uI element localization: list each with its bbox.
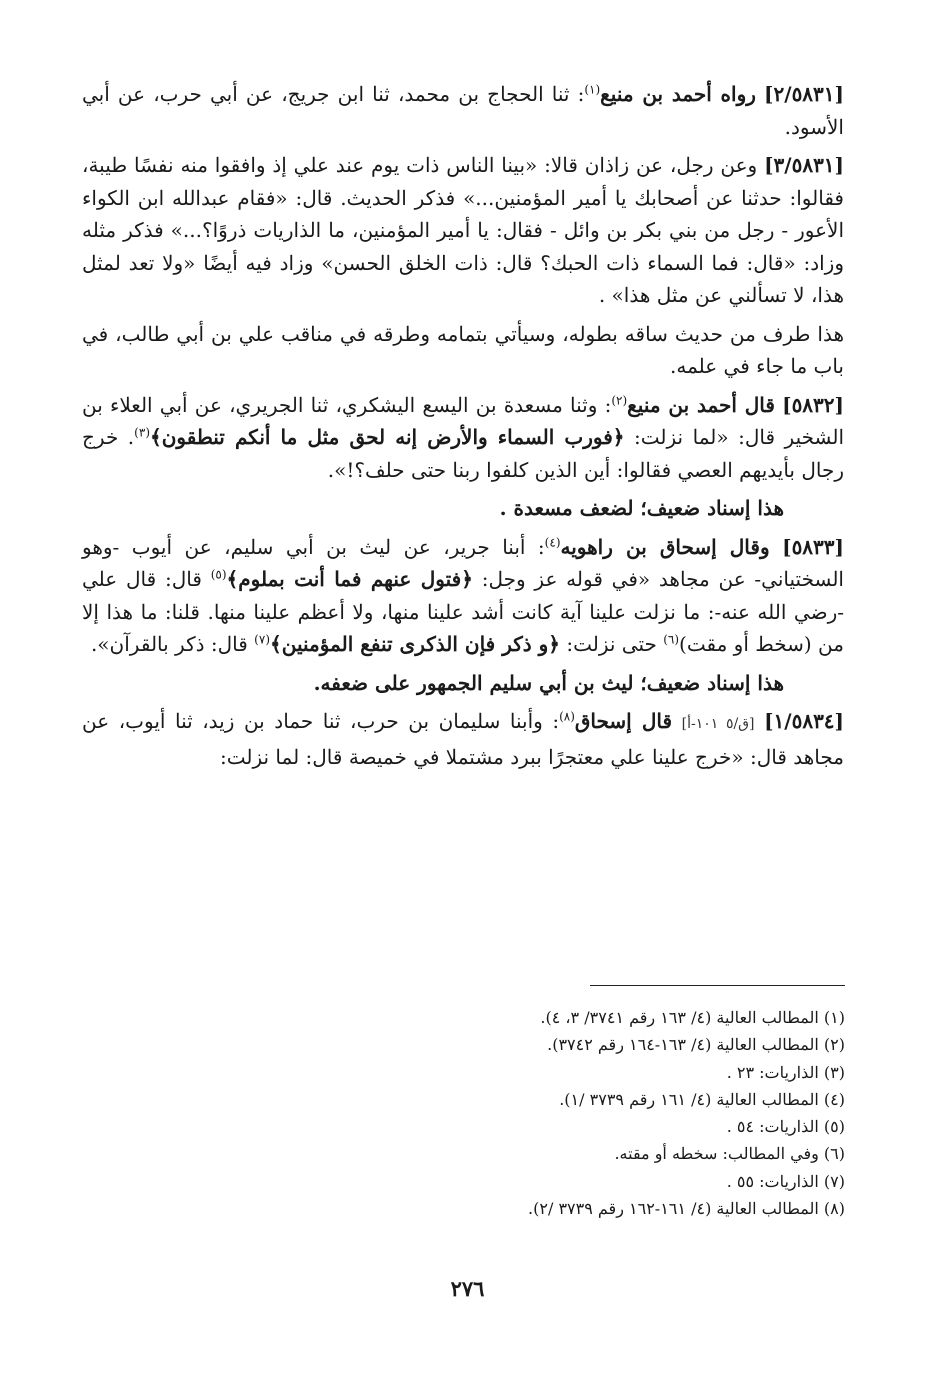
footnote-ref: (١) <box>584 82 601 97</box>
footnote: (٢) المطالب العالية (٤/ ١٦٣-١٦٤ رقم ٣٧٤٢). <box>547 1035 845 1055</box>
quran-verse: ﴿فتول عنهم فما أنت بملوم﴾ <box>226 567 473 591</box>
hadith-5833 <box>82 531 844 661</box>
footnote-ref: (٢) <box>611 392 628 407</box>
hadith-number: [٣/٥٨٣١] <box>764 153 845 177</box>
footnote: (١) المطالب العالية (٤/ ١٦٣ رقم ٣٧٤١/ ٣، ٤). <box>540 1008 845 1027</box>
isnad-grading <box>82 667 784 700</box>
hadith-text: : أبنا جرير، عن ليث بن أبي سليم، عن أيوب -وهو السختياني- عن مجاهد «في قوله عز وجل: <box>82 534 844 591</box>
narrator: رواه أحمد بن منيع <box>600 82 756 106</box>
hadith-text: . خرج رجال بأيديهم العصي فقالوا: أين الذين كلفوا ربنا حتى حلف؟!». <box>82 425 844 482</box>
manuscript-ref: [ق/٥ ١٠١-أ] <box>681 716 755 732</box>
hadith-number: [٥٨٣٣] <box>782 534 844 559</box>
footnote: (٤) المطالب العالية (٤/ ١٦١ رقم ٣٧٣٩ /١). <box>559 1089 845 1109</box>
hadith-text: : ثنا الحجاج بن محمد، ثنا ابن جريج، عن أبي حرب، عن أبي الأسود. <box>82 82 844 139</box>
hadith-text: : وثنا مسعدة بن اليسع اليشكري، ثنا الجريري، عن أبي العلاء بن الشخير قال: «لما نزلت: <box>82 392 845 449</box>
quran-verse: ﴿و ذكر فإن الذكرى تنفع المؤمنين﴾ <box>270 632 560 656</box>
footnote-ref: (٤) <box>544 534 561 549</box>
main-text <box>82 78 844 779</box>
footnote-ref: (٥) <box>210 567 227 582</box>
hadith-5832 <box>82 389 844 487</box>
hadith-text: حتى نزلت: <box>566 632 657 656</box>
hadith-text: قال: قال علي -رضي الله عنه-: ما نزلت علينا آية كانت أشد علينا منها، ولا أعظم علينا منها. قلنا: ما هذا إلا من (سخط أو مقت) <box>82 567 844 656</box>
footnote: (٣) الذاريات: ٢٣ . <box>726 1062 845 1082</box>
footnote: (٦) وفي المطالب: سخطه أو مقته. <box>614 1144 845 1164</box>
hadith-5834-1 <box>82 705 844 773</box>
hadith-text: قال: ذكر بالقرآن». <box>90 632 248 656</box>
quran-verse: ﴿فورب السماء والأرض إنه لحق مثل ما أنكم تنطقون﴾ <box>150 425 625 449</box>
isnad-grading <box>82 492 784 525</box>
page-number: ٢٧٦ <box>450 1276 485 1301</box>
hadith-text: وعن رجل، عن زاذان قالا: «بينا الناس ذات يوم عند علي إذ وافقوا منه نفسًا طيبة، فقالوا: حدثنا عن أصحابك يا أمير المؤمنين...» فذكر الحديث. قال: «فقام عبدالله ابن الكواء الأعور - رجل من بني بكر بن وائل - فقال: يا أمير المؤمنين، ما الذاريات ذروًا؟...» فذكر مثله وزاد: «قال: فما السماء ذات الحبك؟ قال: ذات الخلق الحسن» وزاد فيه أيضًا «ولا تعد لمثل هذا، لا تسألني عن مثل هذا» . <box>82 153 844 307</box>
footnote: (٥) الذاريات: ٥٤ . <box>726 1117 845 1137</box>
commentary <box>82 318 844 383</box>
grading-text: هذا إسناد ضعيف؛ لضعف مسعدة . <box>499 496 784 520</box>
footnote-ref: (٦) <box>663 632 680 647</box>
footnote-ref: (٨) <box>559 709 575 724</box>
hadith-number: [١/٥٨٣٤] <box>764 709 845 733</box>
footnote-ref: (٧) <box>254 632 270 647</box>
footnote: (٨) المطالب العالية (٤/ ١٦١-١٦٢ رقم ٣٧٣٩ /٢). <box>528 1199 845 1219</box>
footnote-ref: (٣) <box>134 425 150 440</box>
commentary-text: هذا طرف من حديث ساقه بطوله، وسيأتي بتمامه وطرقه في مناقب علي بن أبي طالب، في باب ما جاء في علمه. <box>82 321 844 378</box>
footnote: (٧) الذاريات: ٥٥ . <box>726 1171 845 1191</box>
narrator: قال أحمد بن منيع <box>627 392 775 417</box>
grading-text: هذا إسناد ضعيف؛ ليث بن أبي سليم الجمهور على ضعفه. <box>313 670 784 695</box>
hadith-5831-2 <box>82 78 844 143</box>
narrator: وقال إسحاق بن راهويه <box>560 534 770 559</box>
footnote-divider <box>590 985 845 986</box>
hadith-number: [٢/٥٨٣١] <box>764 82 844 106</box>
hadith-number: [٥٨٣٢] <box>782 392 844 417</box>
hadith-5831-3 <box>82 149 844 312</box>
hadith-text: : وأبنا سليمان بن حرب، ثنا حماد بن زيد، ثنا أيوب، عن مجاهد قال: «خرج علينا علي معتجرًا ببرد مشتملا في خميصة قال: لما نزلت: <box>82 709 844 769</box>
narrator: قال إسحاق <box>574 709 673 733</box>
footnotes <box>420 1004 845 1222</box>
